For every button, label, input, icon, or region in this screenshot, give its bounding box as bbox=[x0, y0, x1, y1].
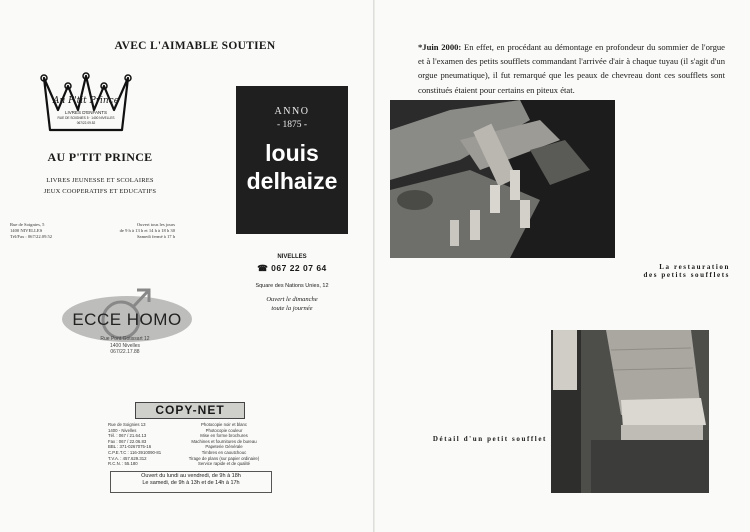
sponsors-heading: AVEC L'AIMABLE SOUTIEN bbox=[114, 40, 276, 52]
copy-net-service-line: Machines et fournitures de bureau bbox=[191, 438, 257, 444]
ptit-prince-name: AU P'TIT PRINCE bbox=[47, 150, 153, 164]
caption-detail: Détail d'un petit soufflet bbox=[432, 435, 547, 443]
copy-net-service-line: Mise en forme brochures bbox=[200, 433, 248, 439]
ptit-prince-hours-line-3: Samedi fermé à 17 h bbox=[136, 234, 175, 239]
delhaize-phone: ☎ 067 22 07 64 bbox=[257, 263, 327, 273]
delhaize-sunday-line-2: toute la journée bbox=[271, 305, 313, 312]
ecce-homo-address-1: Rue Pont Gotissart 12 bbox=[100, 336, 150, 342]
copy-net-contact bbox=[108, 422, 188, 467]
copy-net-contact-line: Tél. : 067 / 21.64.13 bbox=[108, 433, 147, 439]
ptit-prince-logo-address: RUE DE SOIGNIES 5 · 1400 NIVELLES bbox=[57, 116, 115, 120]
copy-net-contact-line: 1400 - Nivelles bbox=[108, 427, 137, 433]
delhaize-name-1: louis bbox=[265, 140, 319, 166]
copy-net-contact-line: C.P.E.T.C : 116-3910090-81 bbox=[108, 449, 162, 455]
copy-net-hours-1: Ouvert du lundi au vendredi, de 9h à 18h bbox=[141, 473, 241, 479]
delhaize-name-2: delhaize bbox=[246, 168, 338, 194]
ecce-homo-info bbox=[85, 336, 165, 356]
caption-restoration bbox=[600, 263, 730, 279]
copy-net-service-line: Timbres en caoutchouc bbox=[201, 449, 247, 455]
copy-net-service-line: Papeterie Générale bbox=[205, 444, 243, 450]
ptit-prince-address-line-2: 1400 NIVELLES bbox=[10, 228, 43, 233]
ptit-prince-logo-script: Au P'tit Prince bbox=[52, 96, 120, 106]
copy-net-contact-line: T.V.A. : 457.629.312 bbox=[108, 455, 147, 461]
photo-bellows-restoration bbox=[390, 100, 615, 258]
caption-restoration-line-2: des petits soufflets bbox=[643, 271, 730, 279]
copy-net-contact-line: BBL : 371-0267075-16 bbox=[108, 444, 152, 450]
copy-net-contact-line: Fax : 067 / 22.06.83 bbox=[108, 438, 147, 444]
ptit-prince-logo-sub: LIVRES D'ENFANTS bbox=[64, 110, 108, 115]
copy-net-contact-line: R.C.N. : 55.180 bbox=[108, 461, 138, 467]
ptit-prince-hours bbox=[100, 222, 175, 240]
delhaize-city: NIVELLES bbox=[277, 254, 307, 260]
delhaize-anno: ANNO bbox=[274, 106, 310, 117]
article-lead: *Juin 2000: bbox=[418, 42, 462, 52]
delhaize-year: - 1875 - bbox=[276, 120, 308, 130]
article-text bbox=[418, 40, 725, 97]
ptit-prince-line-1: LIVRES JEUNESSE ET SCOLAIRES bbox=[46, 177, 154, 184]
ptit-prince-address-line-3: Tél/Fax : 067/22.09.52 bbox=[10, 234, 53, 239]
ptit-prince-address bbox=[10, 222, 90, 240]
ptit-prince-hours-line-2: de 9 h à 13 h et 14 h à 18 h 30 bbox=[119, 228, 175, 233]
delhaize-address: Square des Nations Unies, 12 bbox=[255, 283, 329, 289]
ptit-prince-line-2: JEUX COOPERATIFS ET EDUCATIFS bbox=[43, 188, 157, 195]
ecce-homo-name: ECCE HOMO bbox=[72, 310, 182, 329]
ptit-prince-hours-line-1: Ouvert tous les jours bbox=[136, 222, 175, 227]
copy-net-service-line: Photocopie noir et blanc bbox=[200, 422, 248, 427]
copy-net-hours-2: Le samedi, de 9h à 13h et de 14h à 17h bbox=[142, 480, 240, 486]
delhaize-sunday-line-1: Ouvert le dimanche bbox=[266, 296, 318, 303]
copy-net-hours bbox=[110, 471, 272, 493]
ecce-homo-address-2: 1400 Nivelles bbox=[109, 342, 141, 349]
copy-net-logo: COPY-NET bbox=[135, 402, 245, 419]
delhaize-logo bbox=[236, 86, 348, 234]
caption-restoration-line-1: La restauration bbox=[659, 263, 730, 271]
photo-bellows-detail bbox=[551, 330, 709, 493]
copy-net-service-line: Photocopie couleur bbox=[205, 427, 243, 433]
copy-net-service-line: Service rapide et de qualité bbox=[197, 461, 251, 467]
ecce-homo-phone: 067/22.17.88 bbox=[110, 349, 140, 355]
copy-net-service-line: Tirage de plans (sur papier ordinaire) bbox=[188, 455, 260, 461]
ptit-prince-logo-phone: 067/22.09.52 bbox=[76, 121, 96, 125]
ptit-prince-address-line-1: Rue de Soignies, 5 bbox=[10, 222, 45, 227]
article-body: En effet, en procédant au démontage en profondeur du sommier de l'orgue et à l'examen des petits soufflets commandant l'arrivée d'air à chaque tuyau (il s'agit d'un orgue pneumatique), il fut remarqué que les peaux de chevreau dont ces soufflets sont constitués étaient pour certains en piteux état. bbox=[418, 42, 725, 95]
copy-net-services bbox=[178, 422, 270, 467]
copy-net-contact-line: Rue de Soignies 13 bbox=[108, 422, 146, 427]
